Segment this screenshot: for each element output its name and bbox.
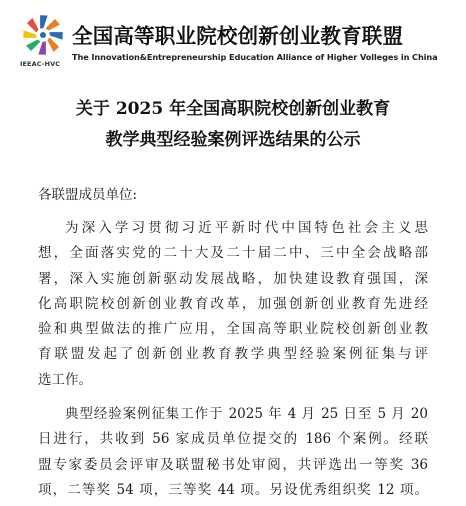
logo-caption: IEEAC-HVC (20, 60, 61, 68)
paragraph-line: 为深入学习贯彻习近平新时代中国特色社会主义思 (65, 220, 428, 236)
document-title-line-2: 教学典型经验案例评选结果的公示 (105, 130, 361, 150)
logo-petal (40, 15, 48, 28)
alliance-logo (20, 13, 66, 71)
logo-petal (46, 19, 61, 31)
paragraph-line: 验和典型做法的推广应用，全国高等职业院校创新创业教 (38, 321, 428, 338)
logo-petal (49, 32, 62, 40)
paragraph-line: 典型经验案例征集工作于 2025 年 4 月 25 日至 5 月 20 (65, 406, 428, 422)
letterhead (20, 13, 450, 71)
organization-name-chinese: 全国高等职业院校创新创业教育联盟 (72, 24, 404, 48)
paragraph-line: 育联盟发起了创新创业教育教学典型经验案例征集与评 (38, 346, 428, 363)
logo-core (40, 32, 46, 38)
paragraph-line: 项，二等奖 54 项，三等奖 44 项。另设优秀组织奖 12 项。 (38, 481, 428, 498)
paragraph-line: 想，全面落实党的二十大及二十届二中、三中全会战略部 (38, 245, 428, 262)
paragraph-line: 选工作。 (38, 371, 92, 388)
salutation: 各联盟成员单位: (38, 187, 138, 203)
logo-petal (38, 41, 46, 54)
document-title-line-1: 关于 2025 年全国高职院校创新创业教育 (75, 99, 391, 119)
paragraph-line: 盟专家委员会评审及联盟秘书处审阅，共评选出一等奖 36 (38, 456, 428, 473)
logo-petal (26, 40, 41, 52)
paragraph-2 (38, 402, 428, 503)
paragraph-line: 日进行，共收到 56 家成员单位提交的 186 个案例。经联 (38, 431, 428, 448)
alliance-logo-icon (20, 13, 66, 59)
logo-petal (27, 18, 39, 33)
organization-name-english: The Innovation&Entrepreneurship Education Alliance of Higher Volleges in China (72, 52, 438, 62)
paragraph-line: 化高职院校创新创业教育改革，加强创新创业教育先进经 (38, 295, 428, 312)
logo-petal (23, 30, 36, 38)
logo-petal (48, 38, 60, 53)
paragraph-line: 署，深入实施创新驱动发展战略，加快建设教育强国，深 (38, 270, 428, 287)
paragraph-1 (38, 216, 428, 393)
